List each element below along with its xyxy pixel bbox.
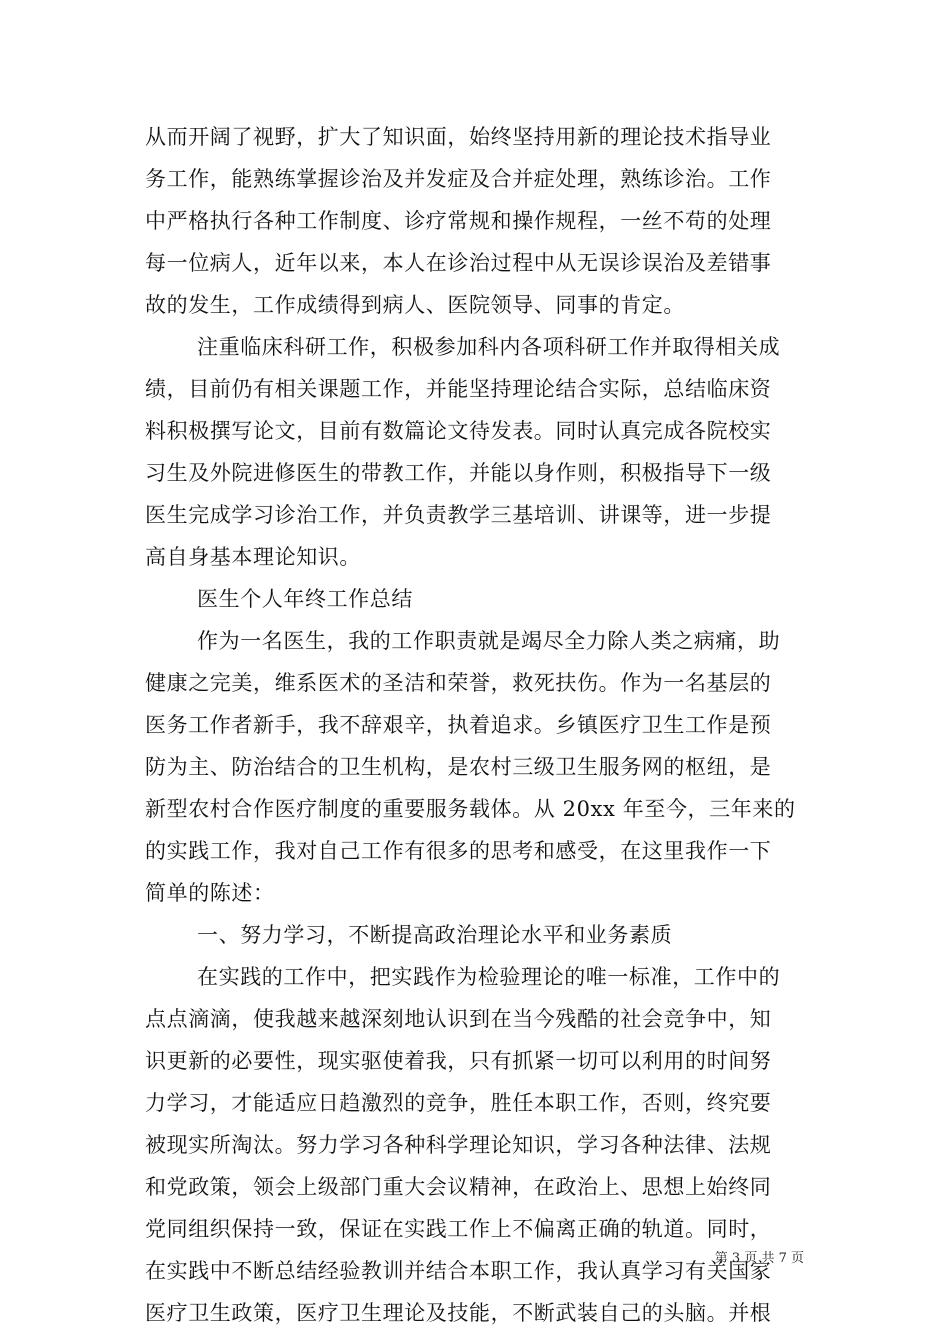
text-line: 识更新的必要性，现实驱使着我，只有抓紧一切可以利用的时间努 (145, 1049, 772, 1073)
text-line: 中严格执行各种工作制度、诊疗常规和操作规程，一丝不苟的处理 (145, 209, 772, 233)
section-title: 医生个人年终工作总结 (197, 587, 413, 611)
document-body (145, 116, 807, 1334)
text-line: 高自身基本理论知识。 (145, 545, 361, 569)
text-line: 每一位病人，近年以来，本人在诊治过程中从无误诊误治及差错事 (145, 251, 772, 275)
text-line: 料积极撰写论文，目前有数篇论文待发表。同时认真完成各院校实 (145, 419, 772, 443)
page-number: 第 3 页 共 7 页 (714, 1251, 804, 1266)
paragraph-start-line: 作为一名医生，我的工作职责就是竭尽全力除人类之病痛，助 (197, 629, 781, 653)
text-line: 的实践工作，我对自己工作有很多的思考和感受，在这里我作一下 (145, 839, 772, 863)
paragraph-start-line: 在实践的工作中，把实践作为检验理论的唯一标准，工作中的 (197, 965, 781, 989)
text-line: 防为主、防治结合的卫生机构，是农村三级卫生服务网的枢纽，是 (145, 755, 772, 779)
text-line: 绩，目前仍有相关课题工作，并能坚持理论结合实际，总结临床资 (145, 377, 772, 401)
text-line: 简单的陈述： (145, 881, 275, 905)
text-line: 务工作，能熟练掌握诊治及并发症及合并症处理，熟练诊治。工作 (145, 167, 772, 191)
text-line: 故的发生，工作成绩得到病人、医院领导、同事的肯定。 (145, 293, 685, 317)
text-line: 健康之完美，维系医术的圣洁和荣誉，救死扶伤。作为一名基层的 (145, 671, 772, 695)
text-line: 医务工作者新手，我不辞艰辛，执着追求。乡镇医疗卫生工作是预 (145, 713, 772, 737)
text-line: 党同组织保持一致，保证在实践工作上不偏离正确的轨道。同时， (145, 1217, 772, 1241)
text-line: 新型农村合作医疗制度的重要服务载体。从 20xx 年至今，三年来的 (145, 797, 796, 821)
text-line: 从而开阔了视野，扩大了知识面，始终坚持用新的理论技术指导业 (145, 125, 772, 149)
text-line: 在实践中不断总结经验教训并结合本职工作，我认真学习有关国家 (145, 1259, 772, 1283)
text-line: 力学习，才能适应日趋激烈的竞争，胜任本职工作，否则，终究要 (145, 1091, 772, 1115)
text-line: 被现实所淘汰。努力学习各种科学理论知识，学习各种法律、法规 (145, 1133, 772, 1157)
text-line: 点点滴滴，使我越来越深刻地认识到在当今残酷的社会竞争中，知 (145, 1007, 772, 1031)
paragraph-start-line: 注重临床科研工作，积极参加科内各项科研工作并取得相关成 (197, 335, 781, 359)
text-line: 医疗卫生政策，医疗卫生理论及技能，不断武装自己的头脑。并根 (145, 1301, 772, 1325)
text-line: 习生及外院进修医生的带教工作，并能以身作则，积极指导下一级 (145, 461, 772, 485)
text-line: 和党政策，领会上级部门重大会议精神，在政治上、思想上始终同 (145, 1175, 772, 1199)
text-line: 医生完成学习诊治工作，并负责教学三基培训、讲课等，进一步提 (145, 503, 772, 527)
section-heading: 一、努力学习，不断提高政治理论水平和业务素质 (197, 923, 673, 947)
